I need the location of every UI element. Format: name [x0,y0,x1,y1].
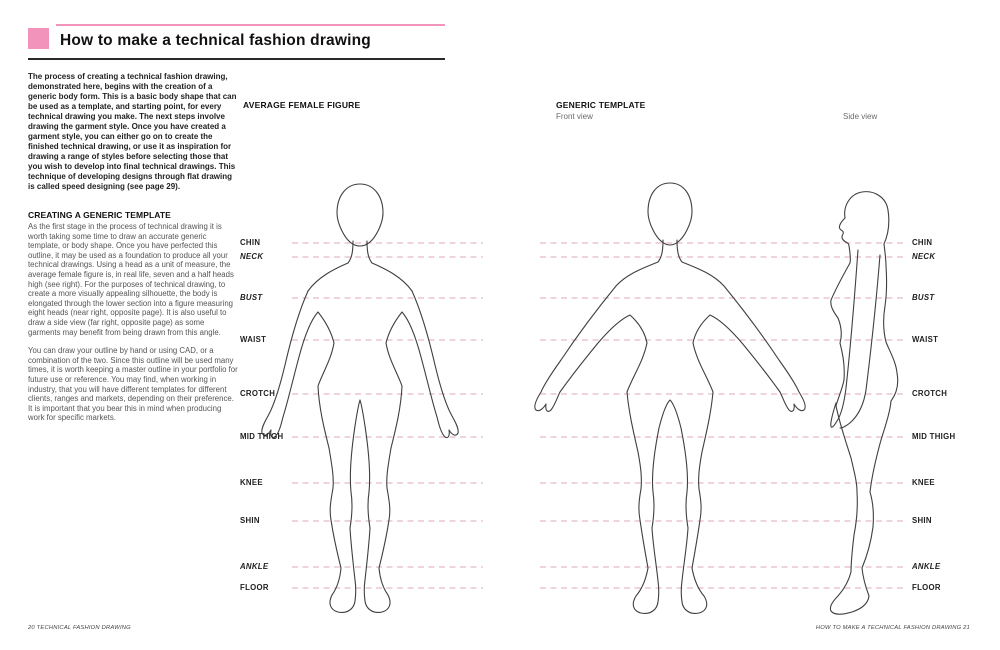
landmark-label-mid-thigh: MID THIGH [912,432,956,441]
landmark-label-knee: KNEE [912,478,935,487]
landmark-label-crotch: CROTCH [240,389,276,398]
landmark-label-neck: NECK [912,252,936,261]
body-paragraph-1: As the first stage in the process of technical drawing it is worth taking some time to draw an accurate generic template, or body shape. Once you have perfected this outline, it may be used as a foundation to produce all your technical drawings. Using a head as a unit of measure, the average female figure is, in real life, seven and a half heads high (see right). For the purposes of technical drawing, to create a more visually appealing silhouette, the body is elongated through the lower section into a figure measuring eight heads (near right, opposite page). It is also useful to draw a side view (far right, opposite page) as some garments may benefit from being drawn from this angle. [28,222,234,337]
landmark-label-crotch: CROTCH [912,389,948,398]
guide-lines-left-page [292,243,483,588]
landmark-label-waist: WAIST [912,335,939,344]
front-view-label: Front view [556,112,593,121]
landmark-label-mid-thigh: MID THIGH [240,432,284,441]
landmark-label-floor: FLOOR [240,583,269,592]
landmark-label-neck: NECK [240,252,264,261]
section-heading: CREATING A GENERIC TEMPLATE [28,210,171,220]
landmark-label-floor: FLOOR [912,583,941,592]
footer-right-page-number: HOW TO MAKE A TECHNICAL FASHION DRAWING 21 [815,625,970,631]
intro-paragraph: The process of creating a technical fashion drawing, demonstrated here, begins with the creation of a generic body form. This is a basic body shape that can be used as a template, and starting point, for every technical drawing you make. The next steps involve drawing the garment style. Once you have created a garment style, you can either go on to create the finished technical drawing, or use it as inspiration for drawing a range of styles before selecting those that you wish to develop into final technical drawings. This technique of developing designs through flat drawing is called speed designing (see page 29). [28,72,237,191]
landmark-label-bust: BUST [912,293,935,302]
figure-front-template [535,183,805,613]
landmark-label-bust: BUST [240,293,263,302]
landmark-label-shin: SHIN [912,516,932,525]
figure-front-average [262,184,458,612]
footer-left-page-number: 20 TECHNICAL FASHION DRAWING [28,625,131,631]
average-female-figure-heading: AVERAGE FEMALE FIGURE [243,100,361,110]
landmark-label-chin: CHIN [240,238,261,247]
generic-template-heading: GENERIC TEMPLATE [556,100,646,110]
body-paragraph-2: You can draw your outline by hand or using CAD, or a combination of the two. Since this outline will be used many times, it is worth keeping a master outline in your portfolio for future use or reference. You may find, when working in industry, that you will have different templates for different clients, ranges and markets, depending on their preference. It is important that you bear this in mind when producing work for specific markets. [28,346,238,423]
landmark-label-ankle: ANKLE [240,562,269,571]
landmark-label-shin: SHIN [240,516,260,525]
side-view-label: Side view [843,112,878,121]
page-title: How to make a technical fashion drawing [60,32,371,49]
landmark-label-knee: KNEE [240,478,263,487]
landmark-label-chin: CHIN [912,238,933,247]
figure-side-template [830,192,897,614]
landmark-label-waist: WAIST [240,335,267,344]
guide-lines-right-page [540,243,906,588]
landmark-label-ankle: ANKLE [912,562,941,571]
